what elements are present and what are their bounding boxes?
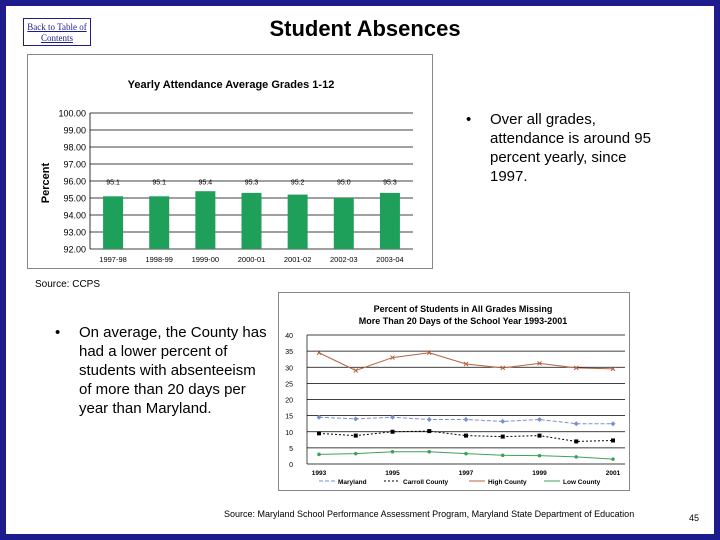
chart1-ytick-label: 98.00 xyxy=(63,142,86,153)
chart1-title: Yearly Attendance Average Grades 1-12 xyxy=(127,79,335,91)
chart1-ytick-label: 100.00 xyxy=(58,108,86,119)
absence-line-chart xyxy=(278,292,630,491)
chart1-source: Source: CCPS xyxy=(35,279,101,290)
chart1-value-label: 95.0 xyxy=(336,179,351,187)
chart2-point xyxy=(611,421,616,426)
chart1-value-label: 95.3 xyxy=(244,179,259,187)
chart1-bar xyxy=(103,196,123,249)
chart1-ylabel: Percent xyxy=(40,162,52,204)
bullet-attendance-text: Over all grades, attendance is around 95 percent yearly, since 1997. xyxy=(490,111,651,185)
bullet-absenteeism-text: On average, the County has had a lower percent of students with absenteeism of more than 20 days per year than Maryland. xyxy=(79,324,267,417)
chart2-ytick-label: 40 xyxy=(285,333,293,340)
chart2-point xyxy=(353,416,358,421)
chart2-ytick-label: 25 xyxy=(285,381,293,389)
chart2-ytick-label: 10 xyxy=(285,429,293,437)
chart2-xtick-label: 1997 xyxy=(458,470,474,477)
chart2-point xyxy=(574,455,578,459)
chart2-point xyxy=(464,434,468,438)
chart2-point xyxy=(500,419,505,424)
chart1-xtick-label: 2003-04 xyxy=(376,255,404,264)
chart2-series-line xyxy=(319,353,613,371)
chart1-bar xyxy=(149,196,169,249)
chart2-point xyxy=(501,453,505,457)
chart1-ytick-label: 97.00 xyxy=(63,159,86,170)
chart2-point xyxy=(538,434,542,438)
chart2-title-line2: More Than 20 Days of the School Year 1993-2001 xyxy=(358,316,568,326)
chart1-bar xyxy=(288,195,308,249)
bullet-absenteeism xyxy=(55,323,270,418)
bullet-dot-icon: • xyxy=(55,324,61,341)
chart1-ytick-label: 95.00 xyxy=(63,193,86,204)
chart1-xtick-label: 2001-02 xyxy=(283,255,312,264)
bullet-dot-icon: • xyxy=(466,111,472,128)
chart2-point xyxy=(464,452,468,456)
bullet-attendance xyxy=(466,110,666,186)
chart2-ytick-label: 35 xyxy=(285,349,293,357)
chart1-xtick-label: 1999-00 xyxy=(191,255,220,264)
chart2-point xyxy=(464,417,469,422)
chart2-title-line1: Percent of Students in All Grades Missing xyxy=(373,304,553,314)
chart2-xtick-label: 1993 xyxy=(311,470,327,477)
chart1-ytick-label: 92.00 xyxy=(63,244,86,255)
chart2-point xyxy=(574,439,578,443)
slide-title: Student Absences xyxy=(269,16,461,41)
chart2-point xyxy=(574,421,579,426)
chart1-bar xyxy=(380,193,400,249)
chart1-ytick-label: 99.00 xyxy=(63,125,86,136)
chart1-bar xyxy=(334,198,354,249)
chart2-point xyxy=(501,435,505,439)
chart2-point xyxy=(354,434,358,438)
attendance-bar-chart-svg xyxy=(28,55,434,270)
chart2-xtick-label: 1999 xyxy=(532,470,547,477)
chart1-xtick-label: 1997-98 xyxy=(99,255,127,264)
chart2-legend-label: High County xyxy=(488,479,527,486)
chart2-point xyxy=(611,457,615,461)
chart1-value-label: 95.3 xyxy=(383,179,397,187)
chart2-point xyxy=(427,417,432,422)
chart2-ytick-label: 5 xyxy=(289,445,293,453)
chart2-point xyxy=(391,430,395,434)
chart2-point xyxy=(391,450,395,454)
chart2-xtick-label: 2001 xyxy=(605,470,621,477)
chart1-value-label: 95.4 xyxy=(198,179,213,187)
chart2-point xyxy=(427,429,431,433)
chart2-point xyxy=(538,454,542,458)
chart2-point xyxy=(611,438,615,442)
chart1-ytick-label: 96.00 xyxy=(63,176,86,187)
page-number: 45 xyxy=(689,513,700,523)
chart2-ytick-label: 15 xyxy=(285,413,293,421)
chart2-ytick-label: 0 xyxy=(289,462,293,469)
chart2-legend-label: Carroll County xyxy=(403,479,449,486)
chart2-point xyxy=(427,450,431,454)
attendance-bar-chart xyxy=(27,54,433,269)
back-to-contents-link[interactable]: Back to Table of Contents xyxy=(23,18,91,46)
chart1-ytick-label: 93.00 xyxy=(63,227,86,238)
chart1-bar xyxy=(195,191,215,249)
chart2-source: Source: Maryland School Performance Assessment Program, Maryland State Department of Education xyxy=(224,509,635,519)
chart1-value-label: 95.1 xyxy=(152,179,167,187)
chart2-point xyxy=(317,453,321,457)
chart2-ytick-label: 30 xyxy=(285,365,293,373)
chart2-ytick-label: 20 xyxy=(285,397,293,405)
chart1-ytick-label: 94.00 xyxy=(63,210,86,221)
chart2-xtick-label: 1995 xyxy=(385,470,400,477)
chart1-value-label: 95.2 xyxy=(290,179,305,187)
chart2-point xyxy=(317,431,321,435)
chart1-bar xyxy=(242,193,262,249)
absence-line-chart-svg xyxy=(279,293,631,492)
chart1-xtick-label: 2000-01 xyxy=(237,255,266,264)
chart2-point xyxy=(354,452,358,456)
chart2-legend-label: Low County xyxy=(563,479,601,486)
chart1-xtick-label: 1998-99 xyxy=(145,255,173,264)
chart2-point xyxy=(537,417,542,422)
chart1-value-label: 95.1 xyxy=(106,179,120,187)
chart1-xtick-label: 2002-03 xyxy=(330,255,358,264)
chart2-legend-label: Maryland xyxy=(338,479,367,486)
